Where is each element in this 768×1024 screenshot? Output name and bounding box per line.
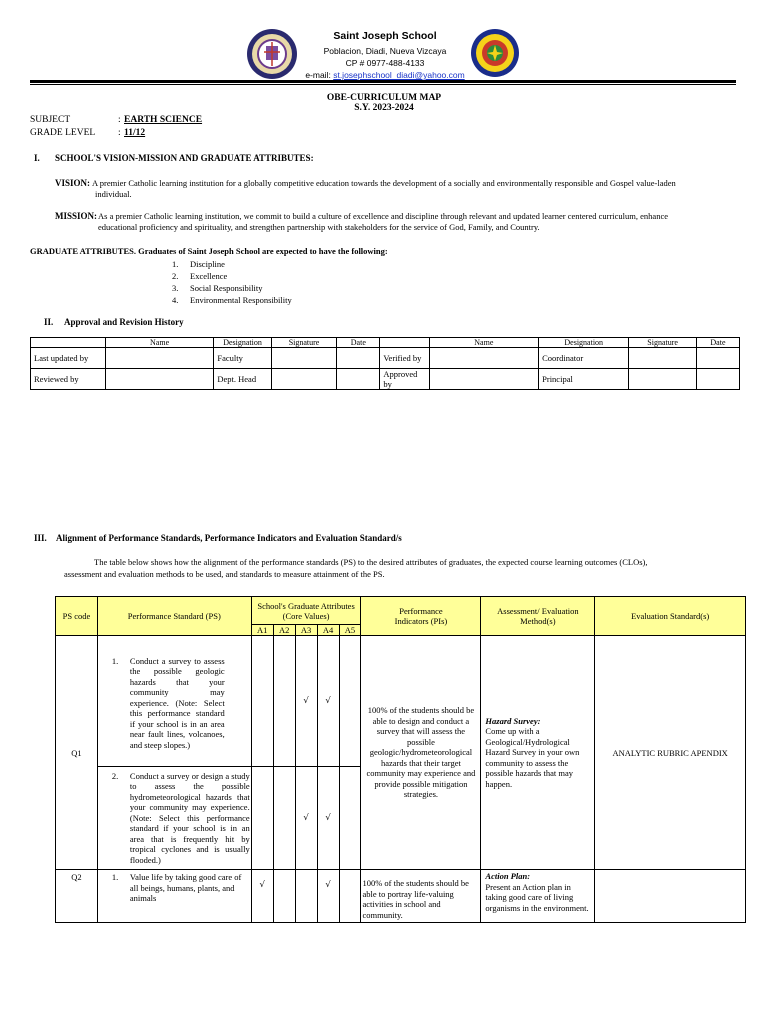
date-cell[interactable] bbox=[337, 369, 380, 390]
table-row bbox=[56, 870, 746, 923]
attr-cell bbox=[339, 636, 361, 767]
grade-value: 11/12 bbox=[124, 128, 146, 138]
col-date: Date bbox=[337, 338, 380, 348]
signature-cell[interactable] bbox=[271, 348, 337, 369]
signature-cell[interactable] bbox=[629, 369, 697, 390]
check-a4: √ bbox=[317, 767, 339, 870]
name-cell[interactable] bbox=[429, 369, 539, 390]
vision-text-line1: A premier Catholic learning institution for a globally competitive education towards the development of a socially and environmentally responsible and Gospel value-laden bbox=[92, 178, 676, 188]
designation-cell: Principal bbox=[539, 369, 629, 390]
attribute-item: 4. Environmental Responsibility bbox=[172, 295, 292, 305]
col-signature: Signature bbox=[629, 338, 697, 348]
section1-num: I. bbox=[34, 153, 40, 163]
name-cell[interactable] bbox=[105, 369, 214, 390]
attribute-list bbox=[172, 258, 292, 306]
alignment-table bbox=[55, 596, 746, 923]
ps-text: Value life by taking good care of all beings, humans, plants, and animals bbox=[129, 872, 242, 903]
header-rule-thick bbox=[30, 80, 736, 83]
row-label: Verified by bbox=[380, 348, 429, 369]
header-a2: A2 bbox=[273, 625, 295, 636]
check-a1: √ bbox=[251, 870, 273, 923]
col-name: Name bbox=[429, 338, 539, 348]
ps-item: 1. Value life by taking good care of all beings, humans, plants, and animals bbox=[97, 870, 251, 923]
school-address: Poblacion, Diadi, Nueva Vizcaya bbox=[323, 46, 447, 56]
section2-num: II. bbox=[44, 317, 54, 327]
signature-cell[interactable] bbox=[629, 348, 697, 369]
approval-header-row bbox=[31, 338, 740, 348]
check-a3: √ bbox=[295, 636, 317, 767]
graduate-attributes-heading: GRADUATE ATTRIBUTES. Graduates of Saint Joseph School are expected to have the following: bbox=[30, 246, 388, 256]
table-row bbox=[31, 348, 740, 369]
attr-cell bbox=[273, 767, 295, 870]
name-cell[interactable] bbox=[429, 348, 539, 369]
attr-cell bbox=[251, 767, 273, 870]
section1-heading: SCHOOL'S VISION-MISSION AND GRADUATE ATTRIBUTES: bbox=[55, 153, 314, 163]
pi-text-q2: 100% of the students should be able to portray life-valuing activities in school and community. bbox=[361, 870, 481, 923]
vision-label: VISION: bbox=[55, 178, 91, 188]
header-graduate-attributes: School's Graduate Attributes (Core Values) bbox=[251, 597, 361, 625]
mission-text-line2: educational proficiency and spirituality, and strengthen partnership with stakeholders for the service of God, Family, and Country. bbox=[98, 222, 540, 232]
attr-cell bbox=[251, 636, 273, 767]
pi-text-q1: 100% of the students should be able to design and conduct a survey that will assess the possible geologic/hydrometeorological hazards that their target community may experience and provide possible mitigation strategies. bbox=[361, 636, 481, 870]
header-a1: A1 bbox=[251, 625, 273, 636]
table-row bbox=[56, 636, 746, 767]
ps-code-q2: Q2 bbox=[56, 870, 98, 923]
subject-value: EARTH SCIENCE bbox=[124, 115, 203, 125]
attribute-item: 1. Discipline bbox=[172, 259, 225, 269]
evaluation-q1: ANALYTIC RUBRIC APENDIX bbox=[595, 636, 746, 870]
doc-title: OBE-CURRICULUM MAP bbox=[326, 93, 442, 103]
row-label: Reviewed by bbox=[31, 369, 106, 390]
doc-year: S.Y. 2023-2024 bbox=[354, 103, 414, 113]
email-label: e-mail: bbox=[305, 70, 331, 80]
header-a3: A3 bbox=[295, 625, 317, 636]
header-ps-code: PS code bbox=[56, 597, 98, 636]
school-phone: CP # 0977-488-4133 bbox=[345, 58, 425, 68]
header-assessment-method: Assessment/ Evaluation Method(s) bbox=[481, 597, 595, 636]
check-a4: √ bbox=[317, 870, 339, 923]
col-signature: Signature bbox=[271, 338, 337, 348]
attr-cell bbox=[339, 767, 361, 870]
header-performance-indicators: Performance Indicators (PIs) bbox=[361, 597, 481, 636]
ps-item: 2. Conduct a survey or design a study to assess the possible hydrometeorological hazards that your community may experience. (Note: Select this performance standard if your school is in an area that is frequently hit by tropical cyclones and is usually flooded.) bbox=[97, 767, 251, 870]
table-row bbox=[31, 369, 740, 390]
date-cell[interactable] bbox=[696, 369, 739, 390]
signature-cell[interactable] bbox=[271, 369, 337, 390]
school-name: Saint Joseph School bbox=[333, 30, 437, 42]
table-header-row bbox=[56, 597, 746, 625]
attr-cell bbox=[339, 870, 361, 923]
section3-intro-line2: assessment and evaluation methods to be used, and standards to measure attainment of the PS. bbox=[64, 569, 385, 579]
check-a4: √ bbox=[317, 636, 339, 767]
col-designation: Designation bbox=[539, 338, 629, 348]
section3-num: III. bbox=[34, 533, 47, 543]
mission-text-line1: As a premier Catholic learning institution, we commit to build a culture of excellence and discipline through relevant and updated learner centered curriculum, enhance bbox=[98, 211, 668, 221]
mission-label: MISSION: bbox=[55, 211, 98, 221]
header-performance-standard: Performance Standard (PS) bbox=[97, 597, 251, 636]
subject-colon: : bbox=[118, 115, 121, 125]
attr-cell bbox=[273, 870, 295, 923]
designation-cell: Dept. Head bbox=[214, 369, 271, 390]
name-cell[interactable] bbox=[105, 348, 214, 369]
check-a3: √ bbox=[295, 767, 317, 870]
attr-cell bbox=[295, 870, 317, 923]
assessment-q2: Action Plan: Present an Action plan in taking good care of living organisms in the environment. bbox=[481, 870, 595, 923]
ps-item: 1. Conduct a survey to assess the possible geologic hazards that your community may experience. (Note: Select this performance standard if your school is in an area near fault lines, volcanoes, and steep slopes.) bbox=[97, 636, 251, 767]
date-cell[interactable] bbox=[337, 348, 380, 369]
attribute-item: 3. Social Responsibility bbox=[172, 283, 263, 293]
header-a5: A5 bbox=[339, 625, 361, 636]
ps-code-q1: Q1 bbox=[56, 636, 98, 870]
ps-text: Conduct a survey or design a study to assess the possible hydrometeorological hazards that your community may experience. (Note: Select this performance standard if your school is in an area that is frequently hit by tropical cyclones and is usually flooded.) bbox=[129, 770, 250, 865]
col-date: Date bbox=[696, 338, 739, 348]
header-rule-thin bbox=[30, 84, 736, 85]
col-name: Name bbox=[105, 338, 214, 348]
section3-heading: Alignment of Performance Standards, Performance Indicators and Evaluation Standard/s bbox=[56, 533, 402, 543]
ps-text: Conduct a survey to assess the possible geologic hazards that your community may experience. (Note: Select this performance standard if your school is in an area near fault lines, volcanoes, and steep slopes.) bbox=[129, 655, 225, 750]
attribute-item: 2. Excellence bbox=[172, 271, 228, 281]
evaluation-q2[interactable] bbox=[595, 870, 746, 923]
vision-text-line2: individual. bbox=[95, 189, 132, 199]
attr-cell bbox=[273, 636, 295, 767]
school-email-line bbox=[290, 70, 480, 80]
row-label: Approved by bbox=[380, 369, 429, 390]
grade-label: GRADE LEVEL bbox=[30, 128, 96, 138]
email-link[interactable]: st.josephschool_diadi@yahoo.com bbox=[333, 70, 465, 80]
assessment-q1: Hazard Survey: Come up with a Geological/Hydrological Hazard Survey in your own community to assess the possible hazards that may happen. bbox=[481, 636, 595, 870]
row-label: Last updated by bbox=[31, 348, 106, 369]
designation-cell: Coordinator bbox=[539, 348, 629, 369]
col-designation: Designation bbox=[214, 338, 271, 348]
subject-label: SUBJECT bbox=[30, 115, 71, 125]
section2-heading: Approval and Revision History bbox=[64, 317, 184, 327]
header-evaluation-standard: Evaluation Standard(s) bbox=[595, 597, 746, 636]
designation-cell: Faculty bbox=[214, 348, 271, 369]
section3-intro-line1: The table below shows how the alignment of the performance standards (PS) to the desired attributes of graduates, the expected course learning outcomes (CLOs), bbox=[94, 557, 648, 567]
header-a4: A4 bbox=[317, 625, 339, 636]
date-cell[interactable] bbox=[696, 348, 739, 369]
grade-colon: : bbox=[118, 128, 121, 138]
approval-table bbox=[30, 337, 740, 390]
